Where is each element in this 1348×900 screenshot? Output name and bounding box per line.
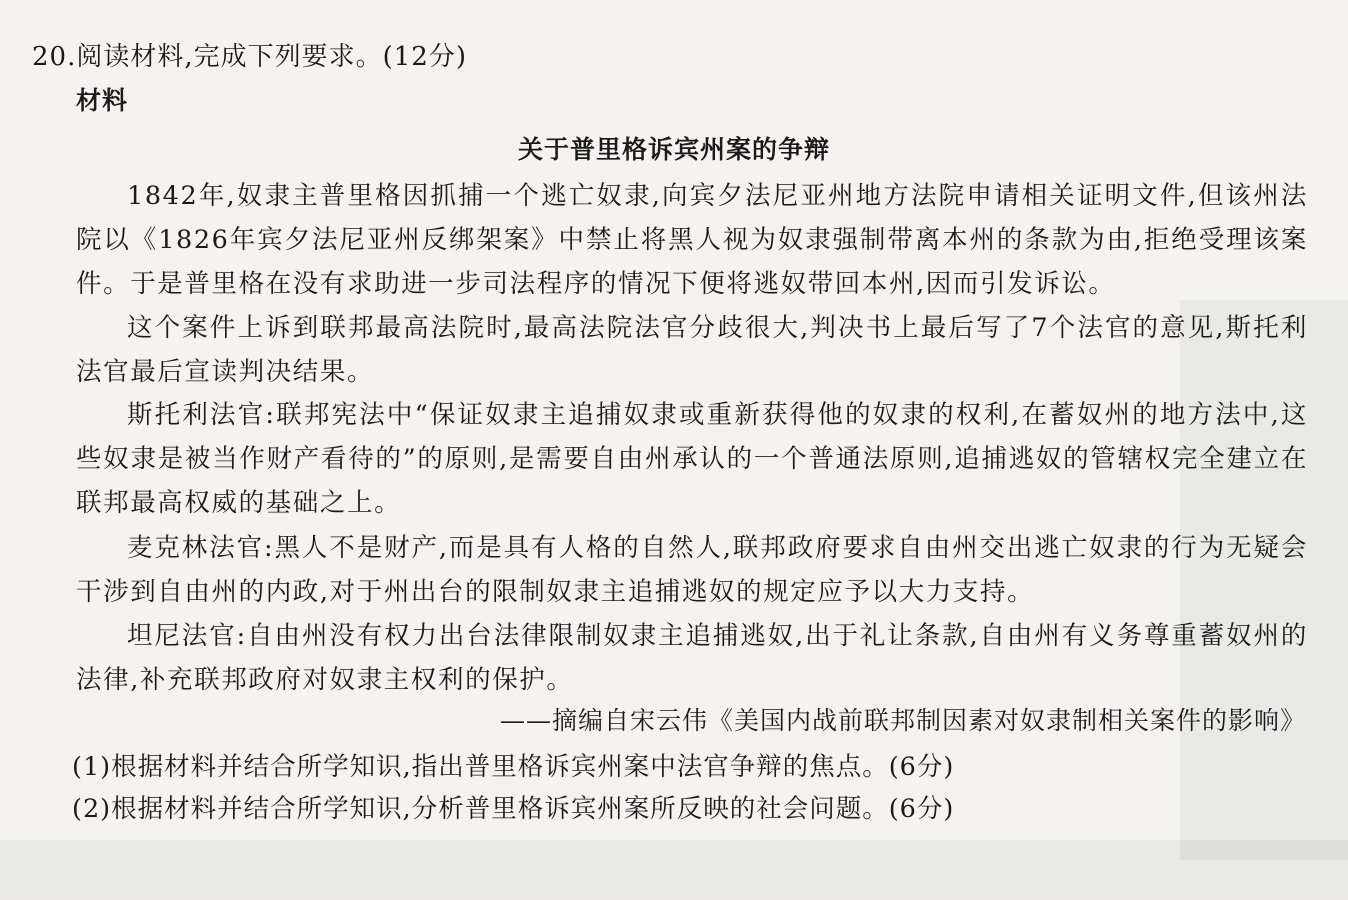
paragraph-justice-story: 斯托利法官:联邦宪法中“保证奴隶主追捕奴隶或重新获得他的奴隶的权利,在蓄奴州的地方法中,这些奴隶是被当作财产看待的”的原则,是需要自由州承认的一个普通法原则,追捕逃奴的管辖权完全建立在联邦最高权威的基础之上。 [76, 400, 1308, 518]
material-label: 材料 [76, 86, 129, 115]
paragraph-background: 1842年,奴隶主普里格因抓捕一个逃亡奴隶,向宾夕法尼亚州地方法院申请相关证明文件,但该州法院以《1826年宾夕法尼亚州反绑架案》中禁止将黑人视为奴隶强制带离本州的条款为由,拒绝受理该案件。于是普里格在没有求助进一步司法程序的情况下便将逃奴带回本州,因而引发诉讼。 [76, 181, 1308, 299]
paragraph-justice-mclean: 麦克林法官:黑人不是财产,而是具有人格的自然人,联邦政府要求自由州交出逃亡奴隶的行为无疑会干涉到自由州的内政,对于州出台的限制奴隶主追捕逃奴的规定应予以大力支持。 [76, 533, 1308, 607]
paragraph-court-split: 这个案件上诉到联邦最高法院时,最高法院法官分歧很大,判决书上最后写了7个法官的意见,斯托利法官最后宣读判决结果。 [76, 313, 1308, 387]
paragraph-justice-taney: 坦尼法官:自由州没有权力出台法律限制奴隶主追捕逃奴,出于礼让条款,自由州有义务尊重蓄奴州的法律,补充联邦政府对奴隶主权利的保护。 [76, 621, 1308, 695]
scan-shadow-bottom [0, 840, 1348, 900]
sub-question-1: (1)根据材料并结合所学知识,指出普里格诉宾州案中法官争辩的焦点。(6分) [72, 752, 955, 782]
question-title: 20.阅读材料,完成下列要求。(12分) [32, 42, 467, 72]
material-title: 关于普里格诉宾州案的争辩 [517, 135, 830, 164]
material-source: ——摘编自宋云伟《美国内战前联邦制因素对奴隶制相关案件的影响》 [499, 706, 1306, 735]
sub-question-2: (2)根据材料并结合所学知识,分析普里格诉宾州案所反映的社会问题。(6分) [72, 794, 955, 824]
